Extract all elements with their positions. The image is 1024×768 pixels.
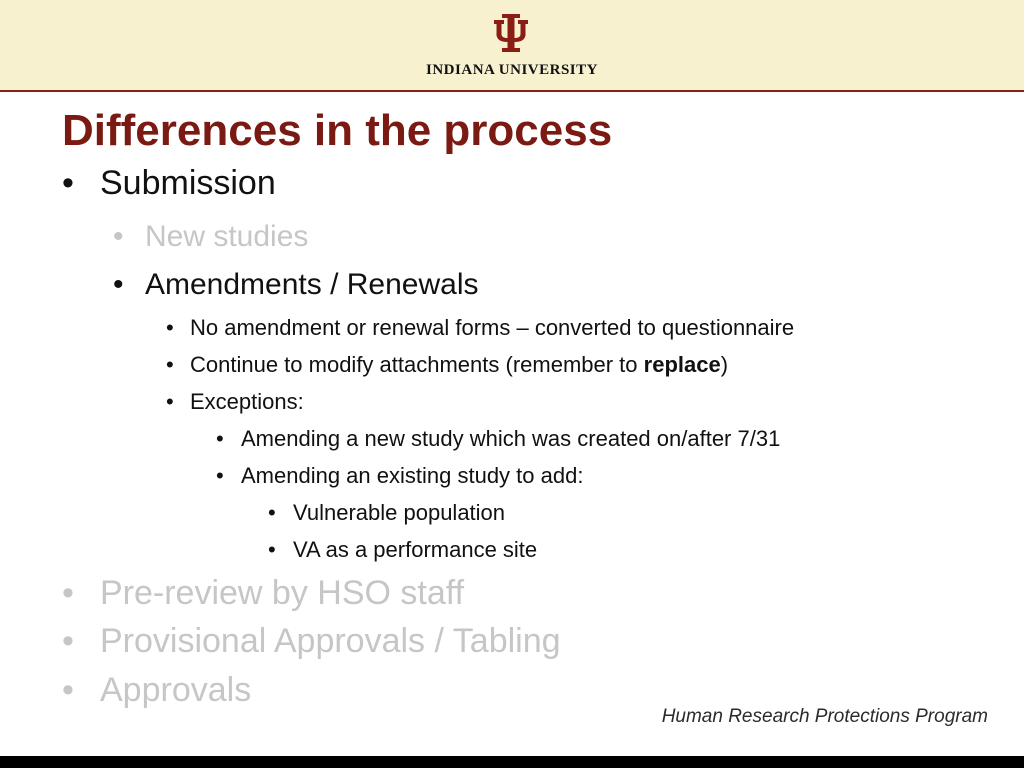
replace-emphasis: replace	[643, 352, 721, 377]
iu-trident-icon	[494, 14, 528, 52]
bullet-text: VA as a performance site	[293, 537, 538, 562]
bullet-text: Amending an existing study to add:	[241, 463, 584, 488]
continue-text: Continue to modify attachments (remember to	[190, 352, 644, 377]
close-paren: )	[720, 352, 729, 377]
bullet-marker: •	[62, 671, 74, 709]
bullet-marker: •	[62, 164, 74, 202]
bullet-text: Amendments / Renewals	[145, 268, 479, 301]
bullet-marker: •	[166, 389, 174, 414]
bullet-text: Vulnerable population	[293, 500, 506, 525]
bullet-text: Pre-review by HSO staff	[100, 574, 465, 612]
bullet-text: Exceptions:	[190, 389, 304, 414]
bullet-text: New studies	[145, 220, 309, 253]
bullet-marker: •	[268, 500, 276, 525]
bullet-text: Amending a new study which was created on/after 7/31	[241, 426, 781, 451]
bullet-text	[190, 352, 728, 378]
bullet-marker: •	[216, 463, 224, 488]
slide-title: Differences in the process	[62, 106, 613, 155]
bullet-marker: •	[216, 426, 224, 451]
bullet-marker: •	[113, 268, 124, 301]
footer-program-name: Human Research Protections Program	[661, 706, 988, 727]
university-name: INDIANA UNIVERSITY	[426, 62, 598, 78]
bullet-marker: •	[166, 352, 174, 377]
slide-header	[0, 0, 1024, 92]
bullet-text: Submission	[100, 164, 276, 202]
bullet-marker: •	[62, 574, 74, 612]
bullet-text: Provisional Approvals / Tabling	[100, 622, 561, 660]
bullet-marker: •	[62, 622, 74, 660]
bullet-marker: •	[166, 315, 174, 340]
bullet-marker: •	[268, 537, 276, 562]
bottom-bar	[0, 756, 1024, 768]
bullet-text: Approvals	[100, 671, 252, 709]
bullet-text: No amendment or renewal forms – converted to questionnaire	[190, 315, 795, 340]
bullet-marker: •	[113, 220, 124, 253]
